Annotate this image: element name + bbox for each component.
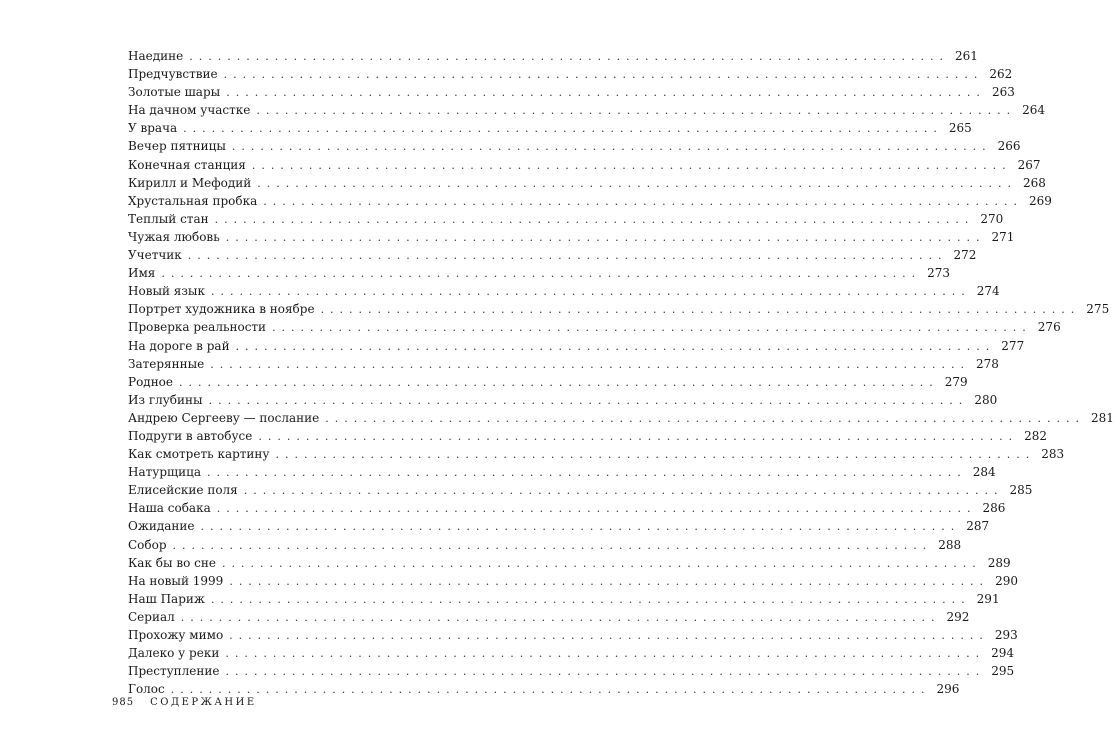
dot-leader: ................................................................................ bbox=[226, 86, 986, 100]
toc-entry-title: На дачном участке bbox=[128, 103, 251, 118]
toc-entry-title: Предчувствие bbox=[128, 67, 218, 82]
dot-leader: ................................................................................ bbox=[161, 267, 922, 281]
dot-leader: ................................................................................ bbox=[210, 285, 971, 299]
dot-leader: ................................................................................ bbox=[325, 411, 1085, 425]
toc-entry bbox=[128, 608, 970, 626]
toc-entry bbox=[128, 264, 951, 282]
toc-entry-page-number: 294 bbox=[991, 646, 1014, 661]
toc-entry-title: Голос bbox=[128, 682, 165, 697]
dot-leader: ................................................................................ bbox=[210, 357, 971, 371]
toc-entry-page-number: 265 bbox=[948, 121, 972, 136]
toc-entry bbox=[128, 174, 1046, 192]
toc-entry bbox=[128, 337, 1025, 355]
dot-leader: ................................................................................ bbox=[180, 610, 941, 624]
toc-entry-title: Затерянные bbox=[128, 356, 205, 371]
page-footer bbox=[112, 697, 257, 708]
toc-entry bbox=[128, 481, 1033, 499]
toc-entry-title: Как смотреть картину bbox=[128, 447, 270, 462]
dot-leader: ................................................................................ bbox=[243, 484, 1004, 498]
toc-entry-title: Натурщица bbox=[128, 465, 202, 480]
toc-entry-title: Прохожу мимо bbox=[128, 628, 224, 642]
toc-entry-title: Учетчик bbox=[128, 248, 182, 263]
toc-entry-title: Проверка реальности bbox=[128, 320, 267, 335]
toc-entry-page-number: 276 bbox=[1037, 320, 1061, 335]
toc-entry-title: Кирилл и Мефодий bbox=[128, 175, 252, 190]
footer-section-title: СОДЕРЖАНИЕ bbox=[150, 697, 257, 708]
toc-entry bbox=[128, 210, 1004, 228]
toc-entry bbox=[128, 409, 1114, 427]
toc-entry bbox=[128, 626, 1018, 644]
dot-leader: ................................................................................ bbox=[275, 448, 1036, 462]
dot-leader: ................................................................................ bbox=[257, 176, 1017, 190]
dot-leader: ................................................................................ bbox=[208, 393, 969, 407]
dot-leader: ................................................................................ bbox=[251, 158, 1012, 172]
table-of-contents bbox=[128, 47, 1114, 698]
dot-leader: ................................................................................ bbox=[221, 556, 982, 570]
toc-entry-page-number: 278 bbox=[976, 356, 999, 371]
dot-leader: ................................................................................ bbox=[223, 68, 984, 82]
toc-entry-title: Сериал bbox=[128, 609, 175, 624]
toc-entry bbox=[128, 156, 1041, 174]
toc-entry-page-number: 261 bbox=[954, 49, 978, 63]
toc-entry-page-number: 288 bbox=[938, 537, 962, 552]
dot-leader: ................................................................................ bbox=[200, 520, 961, 534]
dot-leader: ................................................................................ bbox=[229, 574, 990, 588]
toc-entry-page-number: 295 bbox=[991, 664, 1015, 679]
dot-leader: ................................................................................ bbox=[183, 122, 943, 136]
dot-leader: ................................................................................ bbox=[225, 230, 986, 244]
toc-entry bbox=[128, 572, 1018, 590]
toc-entry-title: Портрет художника в ноябре bbox=[128, 302, 315, 317]
dot-leader: ................................................................................ bbox=[216, 502, 977, 516]
toc-entry bbox=[128, 554, 1011, 572]
toc-entry bbox=[128, 427, 1048, 445]
dot-leader: ................................................................................ bbox=[320, 303, 1081, 317]
toc-entry-page-number: 267 bbox=[1017, 157, 1041, 172]
toc-entry-page-number: 289 bbox=[987, 555, 1011, 570]
toc-entry bbox=[128, 373, 968, 391]
dot-leader: ................................................................................ bbox=[272, 321, 1032, 335]
toc-entry bbox=[128, 47, 978, 65]
toc-entry-page-number: 296 bbox=[936, 682, 960, 697]
dot-leader: ................................................................................ bbox=[187, 249, 948, 263]
toc-entry-page-number: 291 bbox=[976, 591, 1000, 606]
dot-leader: ................................................................................ bbox=[225, 665, 986, 679]
dot-leader: ................................................................................ bbox=[179, 375, 939, 389]
toc-entry-page-number: 268 bbox=[1022, 175, 1046, 190]
toc-entry-title: Из глубины bbox=[128, 392, 203, 407]
toc-entry-page-number: 274 bbox=[976, 284, 1000, 299]
toc-entry bbox=[128, 355, 999, 373]
toc-entry bbox=[128, 680, 960, 698]
toc-entry-page-number: 280 bbox=[974, 392, 998, 407]
toc-entry bbox=[128, 282, 1000, 300]
toc-entry bbox=[128, 662, 1015, 680]
toc-entry-page-number: 264 bbox=[1022, 103, 1046, 118]
dot-leader: ................................................................................ bbox=[229, 629, 989, 642]
toc-entry-page-number: 281 bbox=[1090, 410, 1114, 425]
toc-entry-title: На новый 1999 bbox=[128, 573, 224, 588]
toc-entry-page-number: 272 bbox=[953, 248, 977, 263]
toc-entry-title: Наедине bbox=[128, 49, 184, 63]
toc-entry-title: Преступление bbox=[128, 664, 220, 679]
toc-entry-page-number: 283 bbox=[1041, 447, 1065, 462]
toc-entry-title: Теплый стан bbox=[128, 211, 209, 226]
toc-entry-title: Андрею Сергееву — послание bbox=[128, 410, 320, 425]
toc-entry-title: У врача bbox=[128, 121, 178, 136]
toc-entry-page-number: 269 bbox=[1029, 193, 1052, 208]
toc-entry-title: Имя bbox=[128, 266, 156, 281]
toc-entry bbox=[128, 137, 1021, 155]
toc-entry-page-number: 287 bbox=[966, 519, 990, 534]
toc-entry-page-number: 282 bbox=[1024, 428, 1048, 443]
footer-page-number: 985 bbox=[112, 697, 135, 708]
toc-entry-page-number: 273 bbox=[927, 266, 951, 281]
toc-entry-title: Родное bbox=[128, 374, 174, 389]
dot-leader: ................................................................................ bbox=[170, 683, 931, 697]
toc-entry bbox=[128, 499, 1006, 517]
toc-entry-page-number: 277 bbox=[1001, 338, 1025, 353]
toc-entry bbox=[128, 391, 998, 409]
toc-entry-title: Чужая любовь bbox=[128, 229, 220, 244]
toc-entry bbox=[128, 318, 1061, 336]
toc-entry bbox=[128, 228, 1015, 246]
dot-leader: ................................................................................ bbox=[263, 194, 1024, 208]
toc-entry-title: Елисейские поля bbox=[128, 483, 238, 498]
dot-leader: ................................................................................ bbox=[189, 50, 949, 63]
dot-leader: ................................................................................ bbox=[256, 104, 1017, 118]
toc-entry-page-number: 262 bbox=[989, 67, 1013, 82]
toc-entry bbox=[128, 119, 972, 137]
toc-entry-title: Подруги в автобусе bbox=[128, 428, 253, 443]
toc-entry bbox=[128, 445, 1065, 463]
toc-entry bbox=[128, 536, 962, 554]
toc-entry-page-number: 275 bbox=[1086, 302, 1110, 317]
toc-entry bbox=[128, 590, 1000, 608]
toc-entry bbox=[128, 517, 990, 535]
toc-entry-page-number: 284 bbox=[972, 465, 996, 480]
toc-entry-title: На дороге в рай bbox=[128, 338, 230, 353]
dot-leader: ................................................................................ bbox=[214, 212, 975, 226]
toc-entry bbox=[128, 83, 1015, 101]
dot-leader: ................................................................................ bbox=[235, 339, 996, 353]
toc-entry-page-number: 290 bbox=[995, 573, 1018, 588]
dot-leader: ................................................................................ bbox=[258, 429, 1019, 443]
toc-entry-title: Ожидание bbox=[128, 519, 195, 534]
dot-leader: ................................................................................ bbox=[210, 592, 971, 606]
toc-entry bbox=[128, 644, 1014, 662]
toc-entry-page-number: 266 bbox=[997, 139, 1021, 154]
dot-leader: ................................................................................ bbox=[225, 647, 986, 661]
toc-entry bbox=[128, 192, 1052, 210]
dot-leader: ................................................................................ bbox=[207, 466, 967, 480]
toc-entry-page-number: 292 bbox=[946, 609, 970, 624]
toc-entry-title: Наш Париж bbox=[128, 591, 205, 606]
toc-entry bbox=[128, 246, 977, 264]
toc-entry-title: Конечная станция bbox=[128, 157, 246, 172]
dot-leader: ................................................................................ bbox=[172, 538, 933, 552]
toc-entry-title: Золотые шары bbox=[128, 85, 221, 100]
toc-entry bbox=[128, 65, 1013, 83]
toc-entry-page-number: 263 bbox=[991, 85, 1015, 100]
toc-entry-title: Собор bbox=[128, 537, 167, 552]
toc-entry-page-number: 293 bbox=[994, 628, 1018, 642]
toc-entry-title: Далеко у реки bbox=[128, 646, 220, 661]
dot-leader: ................................................................................ bbox=[231, 140, 992, 154]
toc-entry-page-number: 285 bbox=[1009, 483, 1033, 498]
toc-entry-page-number: 286 bbox=[982, 501, 1006, 516]
toc-entry bbox=[128, 300, 1110, 318]
toc-entry-page-number: 271 bbox=[991, 229, 1015, 244]
toc-entry-title: Новый язык bbox=[128, 284, 205, 299]
toc-entry-title: Как бы во сне bbox=[128, 555, 216, 570]
toc-entry-title: Хрустальная пробка bbox=[128, 193, 258, 208]
toc-entry-title: Наша собака bbox=[128, 501, 211, 516]
toc-entry-page-number: 279 bbox=[944, 374, 968, 389]
toc-entry bbox=[128, 463, 996, 481]
toc-entry-title: Вечер пятницы bbox=[128, 139, 226, 154]
toc-entry bbox=[128, 101, 1046, 119]
toc-entry-page-number: 270 bbox=[980, 211, 1004, 226]
